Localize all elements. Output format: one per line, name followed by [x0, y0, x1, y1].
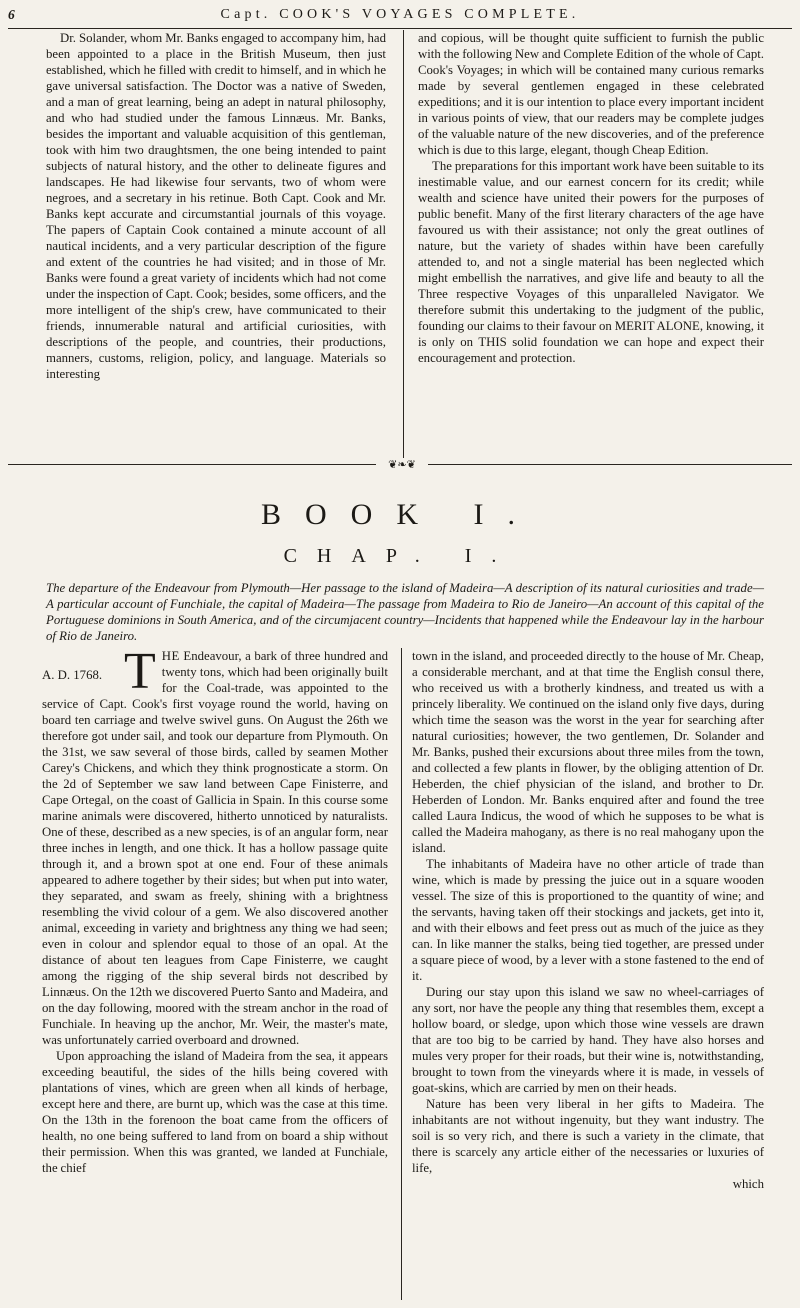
intro-paragraph: and copious, will be thought quite sufficient to furnish the public with the following New and Complete Edition of the whole of Capt. Cook's Voyages; in which will be contained many curious remarks made by several gentlemen engaged in these celebrated expeditions; and it is our intention to place every important incident in various points of view, that our readers may be complete judges of the valuable nature of the new discoveries, and of the preference which is due to this large, elegant, though Cheap Edition. — [418, 31, 764, 157]
intro-paragraph: Dr. Solander, whom Mr. Banks engaged to accompany him, had been appointed to a place in the British Museum, then just established, which he filled with credit to himself, and in which he gave universal satisfaction. The Doctor was a native of Sweden, and a man of great learning, being an adept in natural philosophy, and who had studied under the famous Linnæus. Mr. Banks, besides the important and valuable acquisition of this gentleman, took with him two draughtsmen, the one being intended to paint subjects of natural history, and the other to delineate figures and landscapes. He had likewise four servants, two of whom were negroes, and a secretary in his retinue. Both Capt. Cook and Mr. Banks kept accurate and circumstantial journals of this voyage. The papers of Captain Cook contained a minute account of all nautical incidents, and a very particular description of the figure and extent of the countries he had visited; and in those of Mr. Banks were found a great variety of incidents which had not come under the inspection of Capt. Cook; besides, some officers, and the more intelligent of the ship's crew, have communicated to their friends, innumerable natural and artificial curiosities, with descriptions of the people, and countries, their productions, manners, customs, religion, policy, and language. Materials so interesting — [46, 31, 386, 381]
year-margin-note: A. D. 1768. — [42, 668, 103, 682]
catchword: which — [732, 1177, 764, 1191]
body-paragraph: Upon approaching the island of Madeira from the sea, it appears exceeding beautiful, the sides of the hills being covered with plantations of vines, which are green when all kinds of herbage, except here and there, are burnt up, which was the case at this time. On the 13th in the forenoon the boat came from the officers of health, no one being suffered to land from on board a ship without their permission. When this was granted, we landed at Funchiale, the chief — [42, 1049, 388, 1175]
ornamental-rule — [8, 460, 792, 470]
chapter-heading: CHAP. I. — [283, 545, 517, 567]
column-divider — [401, 648, 402, 1300]
intro-left-column — [46, 30, 386, 458]
body-paragraph: town in the island, and proceeded directly to the house of Mr. Cheap, a considerable merchant, and at that time the English consul there, who received us with a brotherly kindness, and treated us with a princely liberality. We continued on the island only five days, during which time the season was the worst in the year for searching after natural curiosities; however, the two gentlemen, Dr. Solander and Mr. Banks, pushed their excursions about three miles from the town, and collected a few plants in flower, by the obliging attention of Dr. Heberden, the chief physician of the island, and brother to Dr. Heberden of London. Mr. Banks enquired after and found the tree called Laura Indicus, the wood of which he supposes to be what is called the Madeira mahogany, as there is no real mahogany upon the island. — [412, 649, 764, 855]
book-heading: BOOK I. — [261, 498, 539, 531]
body-left-column — [42, 643, 388, 1298]
intro-right-column — [418, 30, 764, 458]
running-header — [8, 2, 792, 28]
column-divider — [403, 30, 404, 458]
body-paragraph: Nature has been very liberal in her gifts to Madeira. The inhabitants are not without ingenuity, but they want industry. The soil is so very rich, and there is such a variety in the climate, that there is scarcely any article either of the necessaries or luxuries of life, — [412, 1097, 764, 1175]
body-paragraph: THE Endeavour, a bark of three hundred and twenty tons, which had been originally built for the Coal-trade, was appointed to the service of Capt. Cook's first voyage round the world, having on board ten carriage and twelve swivel guns. On August the 26th we therefore got under sail, and took our departure from Plymouth. On the 31st, we saw several of those birds, called by seamen Mother Carey's Chickens, and which they think prognosticate a storm. On the 2d of September we saw land between Cape Finisterre, and Cape Ortegal, on the coast of Gallicia in Spain. In this course some marine animals were discovered, hitherto unnoticed by naturalists. One of these, described as a new species, is of an angular form, near three inches in length, and one thick. It has a hollow passage quite through it, and a brown spot at one end. Four of these animals appeared to adhere together by their sides; but when put into water, they separated, and swam as freely, shining with a brightness resembling the vivid colour of a gem. We also discovered another animal, exceeding in variety and brightness any thing we had seen; even in colour and splendor equal to those of an opal. At the distance of about ten leagues from Cape Finisterre, we caught among the rigging of the ship several birds not described by Linnæus. On the 12th we discovered Puerto Santo and Madeira, and on the day following, moored with the stream anchor in the road of Funchiale. In heaving up the anchor, Mr. Weir, the master's mate, was unfortunately carried overboard and drowned. — [42, 643, 388, 1047]
running-title: Capt. COOK'S VOYAGES COMPLETE. — [220, 7, 580, 22]
chapter-summary: The departure of the Endeavour from Plymouth—Her passage to the island of Madeira—A description of its natural curiosities and trade—A particular account of Funchiale, the capital of Madeira—The passage from Madeira to Rio de Janeiro—An account of this capital of the Portuguese dominions in South America, and of the circumjacent country—Incidents that happened while the Endeavour lay in the harbour of Rio de Janeiro. — [46, 581, 764, 643]
first-word: HE — [161, 649, 180, 663]
intro-paragraph: The preparations for this important work have been suitable to its inestimable value, and our earnest concern for its credit; while wealth and science have united their powers for the purposes of public benefit. Many of the first literary characters of the age have favoured us with their assistance; not only the great outlines of nature, but the variety of shades within have been carefully attended to, and not a single material has been neglected which might embellish the narratives, and give life and beauty to all the Three respective Voyages of this unparalleled Navigator. We therefore submit this undertaking to the judgment of the public, founding our claims to their favour on MERIT ALONE, knowing, it is only on THIS solid foundation we can hope and expect their encouragement and protection. — [418, 159, 764, 365]
body-paragraph: During our stay upon this island we saw no wheel-carriages of any sort, nor have the people any thing that resembles them, except a hollow board, or sledge, upon which those wine vessels are drawn that are too big to be carried by hand. They have also horses and mules very proper for their roads, but their wine is, notwithstanding, brought to town from the vineyards where it is made, in vessels of goat-skins, which are carried by men on their heads. — [412, 985, 764, 1095]
body-paragraph: The inhabitants of Madeira have no other article of trade than wine, which is made by pressing the juice out in a square wooden vessel. The size of this is proportioned to the quantity of wine; and the servants, having taken off their stockings and jackets, get into it, and with their elbows and feet press out as much of the juice as they can. In like manner the stalks, being tied together, are pressed under a square piece of wood, by a lever with a stone fastened to the end of it. — [412, 857, 764, 983]
page-number: 6 — [8, 7, 15, 22]
header-rule — [8, 28, 792, 29]
body-right-column — [412, 648, 764, 1298]
ornament-icon: ❦❧❦ — [376, 459, 428, 471]
drop-cap: T — [124, 643, 156, 700]
